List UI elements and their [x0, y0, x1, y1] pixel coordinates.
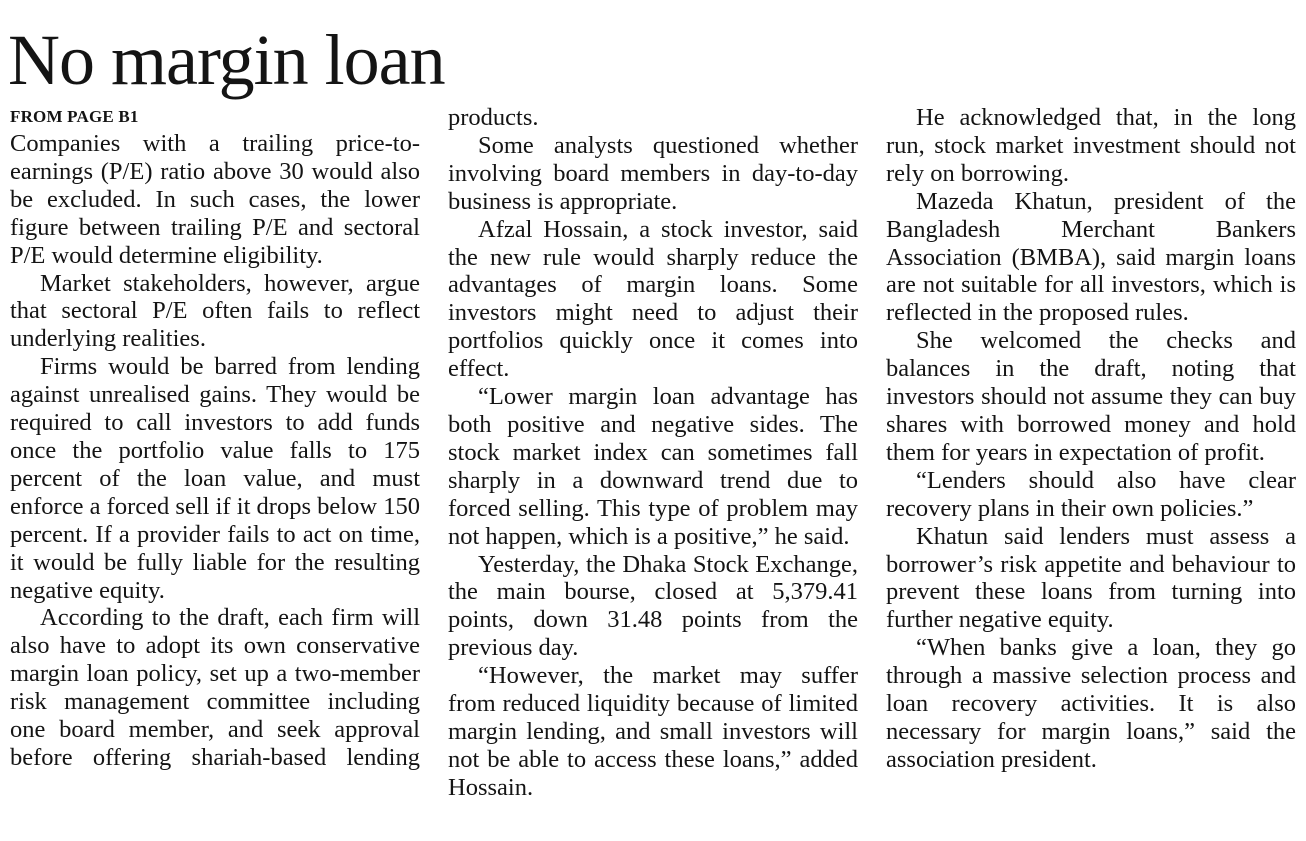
paragraph: Companies with a trailing price-to-earnings (P/E) ratio above 30 would also be excluded. In such cases, the lower figure between trailing P/E and sectoral P/E would determine eligibility. [10, 130, 420, 269]
paragraph: She welcomed the checks and balances in the draft, noting that investors should not assume they can buy shares with borrowed money and hold them for years in expectation of profit. [886, 327, 1296, 466]
paragraph: Mazeda Khatun, president of the Bangladesh Merchant Bankers Association (BMBA), said margin loans are not suitable for all investors, which is reflected in the proposed rules. [886, 187, 1296, 327]
paragraph: Yesterday, the Dhaka Stock Exchange, the main bourse, closed at 5,379.41 points, down 31.48 points from the previous day. [448, 550, 858, 662]
paragraph: Some analysts questioned whether involving board members in day-to-day business is appropriate. [448, 131, 858, 215]
paragraph: “However, the market may suffer from reduced liquidity because of limited margin lending, and small investors will not be able to access these loans,” added Hossain. [448, 662, 858, 801]
paragraph: “Lower margin loan advantage has both positive and negative sides. The stock market index can sometimes fall sharply in a downward trend due to forced selling. This type of problem may not happen, which is a positive,” he said. [448, 383, 858, 550]
paragraph: According to the draft, each firm will also have to adopt its own conservative margin loan policy, set up a two-member risk management committee including one board member, and seek approval before offering shariah-based lending [10, 604, 420, 771]
paragraph: Afzal Hossain, a stock investor, said the new rule would sharply reduce the advantages of margin loans. Some investors might need to adjust their portfolios quickly once it comes into effect. [448, 215, 858, 383]
paragraph-continued: products. [448, 104, 539, 131]
paragraph: Firms would be barred from lending against unrealised gains. They would be required to call investors to add funds once the portfolio value falls to 175 percent of the loan value, and must enforce a forced sell if it drops below 150 percent. If a provider fails to act on time, it would be fully liable for the resulting negative equity. [10, 353, 420, 604]
continuation-kicker: FROM PAGE B1 [10, 107, 139, 126]
article-column-3 [886, 104, 1296, 774]
headline: No margin loan [8, 20, 445, 100]
paragraph: Market stakeholders, however, argue that sectoral P/E often fails to reflect underlying realities. [10, 269, 420, 353]
paragraph: “When banks give a loan, they go through a massive selection process and loan recovery activities. It is also necessary for margin loans,” said the association president. [886, 634, 1296, 773]
paragraph: He acknowledged that, in the long run, stock market investment should not rely on borrowing. [886, 104, 1296, 187]
article-column-2 [448, 104, 858, 802]
article-column-1 [10, 104, 420, 772]
paragraph: Khatun said lenders must assess a borrower’s risk appetite and behaviour to prevent these loans from turning into further negative equity. [886, 522, 1296, 634]
paragraph: “Lenders should also have clear recovery plans in their own policies.” [886, 466, 1296, 522]
